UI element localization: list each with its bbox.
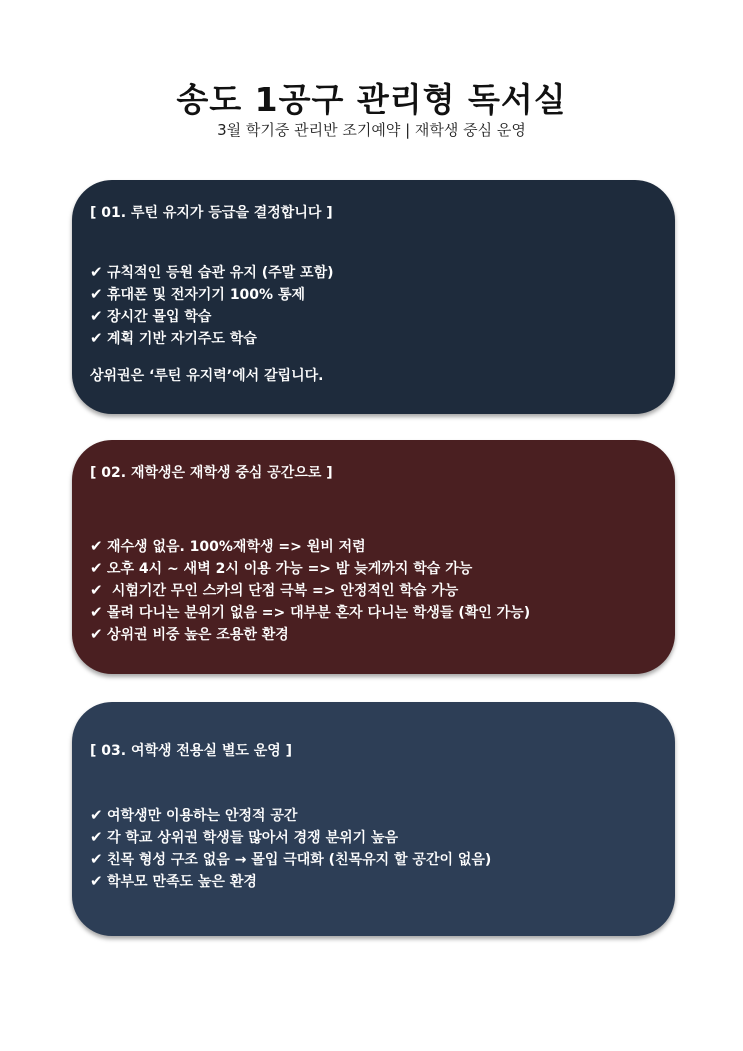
check-icon: ✔: [90, 872, 103, 890]
list-item-text: 오후 4시 ~ 새벽 2시 이용 가능 => 밤 늦게까지 학습 가능: [107, 561, 473, 577]
list-item: [90, 805, 491, 827]
list-item-text: 여학생만 이용하는 안정적 공간: [107, 808, 298, 824]
list-item: [90, 262, 334, 284]
list-item-text: 계획 기반 자기주도 학습: [107, 331, 257, 347]
check-icon: ✔: [90, 285, 103, 303]
list-item: [90, 624, 530, 646]
list-item-text: 휴대폰 및 전자기기 100% 통제: [107, 287, 305, 303]
page-subtitle: 3월 학기중 관리반 조기예약 | 재학생 중심 운영: [217, 121, 526, 139]
list-item-text: 각 학교 상위권 학생들 많아서 경쟁 분위기 높음: [107, 830, 399, 846]
check-icon: ✔: [90, 559, 103, 577]
list-item-text: 재수생 없음. 100%재학생 => 원비 저렴: [107, 539, 366, 555]
check-icon: ✔: [90, 329, 103, 347]
section-heading: [ 01. 루틴 유지가 등급을 결정합니다 ]: [90, 205, 333, 221]
list-item: [90, 580, 530, 602]
section-item-list: [90, 262, 334, 350]
section-card-students: [72, 440, 675, 674]
list-item: [90, 849, 491, 871]
check-icon: ✔: [90, 307, 103, 325]
check-icon: ✔: [90, 850, 103, 868]
page-title: 송도 1공구 관리형 독서실: [176, 80, 567, 119]
list-item: [90, 558, 530, 580]
list-item: [90, 328, 334, 350]
section-note: 상위권은 ‘루틴 유지력’에서 갈립니다.: [90, 368, 324, 384]
list-item: [90, 306, 334, 328]
list-item-text: 몰려 다니는 분위기 없음 => 대부분 혼자 다니는 학생들 (확인 가능): [107, 605, 531, 621]
check-icon: ✔: [90, 263, 103, 281]
list-item-text: 시험기간 무인 스카의 단점 극복 => 안정적인 학습 가능: [107, 583, 459, 599]
section-heading: [ 02. 재학생은 재학생 중심 공간으로 ]: [90, 465, 333, 481]
list-item: [90, 827, 491, 849]
section-card-routine: [72, 180, 675, 414]
section-item-list: [90, 805, 491, 893]
list-item-text: 장시간 몰입 학습: [107, 309, 212, 325]
list-item-text: 규칙적인 등원 습관 유지 (주말 포함): [107, 265, 334, 281]
section-card-girls-room: [72, 702, 675, 936]
check-icon: ✔: [90, 625, 103, 643]
check-icon: ✔: [90, 581, 103, 599]
section-heading: [ 03. 여학생 전용실 별도 운영 ]: [90, 743, 293, 759]
check-icon: ✔: [90, 603, 103, 621]
list-item-text: 친목 형성 구조 없음 → 몰입 극대화 (친목유지 할 공간이 없음): [107, 852, 492, 868]
list-item: [90, 536, 530, 558]
check-icon: ✔: [90, 537, 103, 555]
list-item-text: 학부모 만족도 높은 환경: [107, 874, 257, 890]
list-item: [90, 871, 491, 893]
check-icon: ✔: [90, 806, 103, 824]
check-icon: ✔: [90, 828, 103, 846]
list-item: [90, 602, 530, 624]
list-item: [90, 284, 334, 306]
list-item-text: 상위권 비중 높은 조용한 환경: [107, 627, 289, 643]
section-item-list: [90, 536, 530, 646]
